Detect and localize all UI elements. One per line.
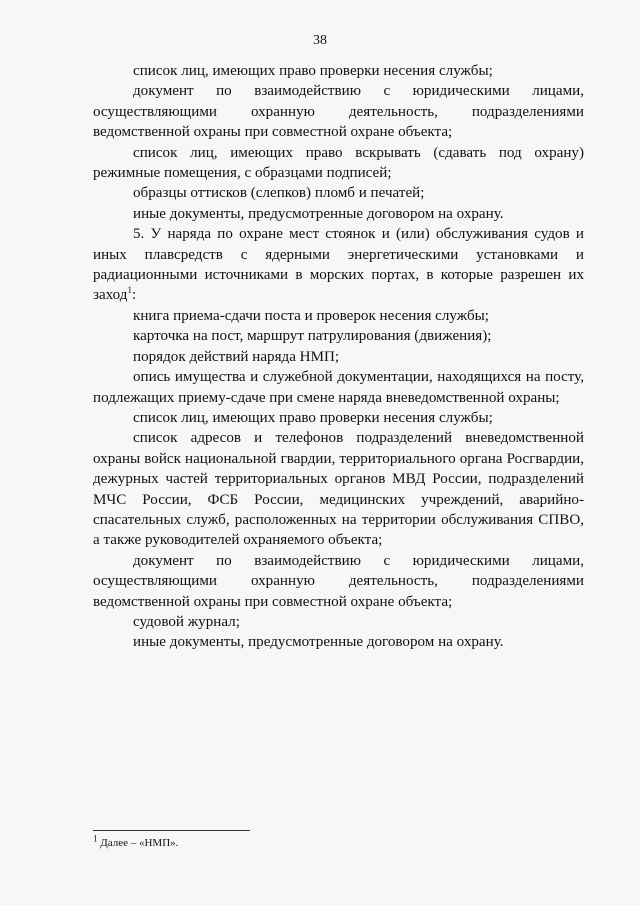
body-text bbox=[93, 61, 584, 653]
paragraph: опись имущества и служебной документации, находящихся на посту, подлежащих приему-сдаче при смене наряда вневедомственной охраны; bbox=[93, 369, 584, 406]
paragraph: иные документы, предусмотренные договором на охрану. bbox=[133, 205, 504, 222]
paragraph: список лиц, имеющих право вскрывать (сдавать под охрану) режимные помещения, с образцами подписей; bbox=[93, 144, 584, 182]
paragraph: книга приема-сдачи поста и проверок несения службы; bbox=[133, 307, 489, 324]
paragraph: порядок действий наряда НМП; bbox=[133, 348, 340, 365]
paragraph: список лиц, имеющих право проверки несения службы; bbox=[133, 63, 493, 79]
footnote-text: Далее – «НМП». bbox=[97, 837, 179, 849]
paragraph: карточка на пост, маршрут патрулирования (движения); bbox=[133, 328, 492, 345]
paragraph: судовой журнал; bbox=[133, 613, 240, 630]
paragraph: список лиц, имеющих право проверки несения службы; bbox=[133, 409, 493, 426]
paragraph-colon: : bbox=[131, 287, 137, 304]
page-number: 38 bbox=[313, 33, 327, 48]
paragraph-text: 5. У наряда по охране мест стоянок и (или) обслуживания судов и иных плавсредств с ядерными энергетическими установками и радиационными источниками в морских портах, в которые разрешен их заход bbox=[93, 226, 584, 304]
paragraph-item-5 bbox=[93, 224, 584, 306]
paragraph: документ по взаимодействию с юридическими лицами, осуществляющими охранную деятельность, подразделениями ведомственной охраны при совместной охране объекта; bbox=[93, 552, 584, 610]
paragraph: документ по взаимодействию с юридическими лицами, осуществляющими охранную деятельность, подразделениями ведомственной охраны при совместной охране объекта; bbox=[93, 83, 584, 141]
footnote bbox=[93, 833, 179, 849]
paragraph: образцы оттисков (слепков) пломб и печатей; bbox=[133, 185, 425, 202]
footnote-divider bbox=[93, 830, 250, 831]
paragraph: список адресов и телефонов подразделений вневедомственной охраны войск национальной гвардии, территориального органа Росгвардии, дежурных частей территориальных органов МВД России, подразделений МЧС России, ФСБ России, медицинских учреждений, аварийно-спасательных служб, расположенных на территории обслуживания СПВО, а также руководителей охраняемого объекта; bbox=[93, 430, 584, 549]
footnote-reference: 1 bbox=[127, 285, 132, 296]
paragraph: иные документы, предусмотренные договором на охрану. bbox=[133, 634, 504, 651]
footnote-marker: 1 bbox=[93, 833, 98, 844]
